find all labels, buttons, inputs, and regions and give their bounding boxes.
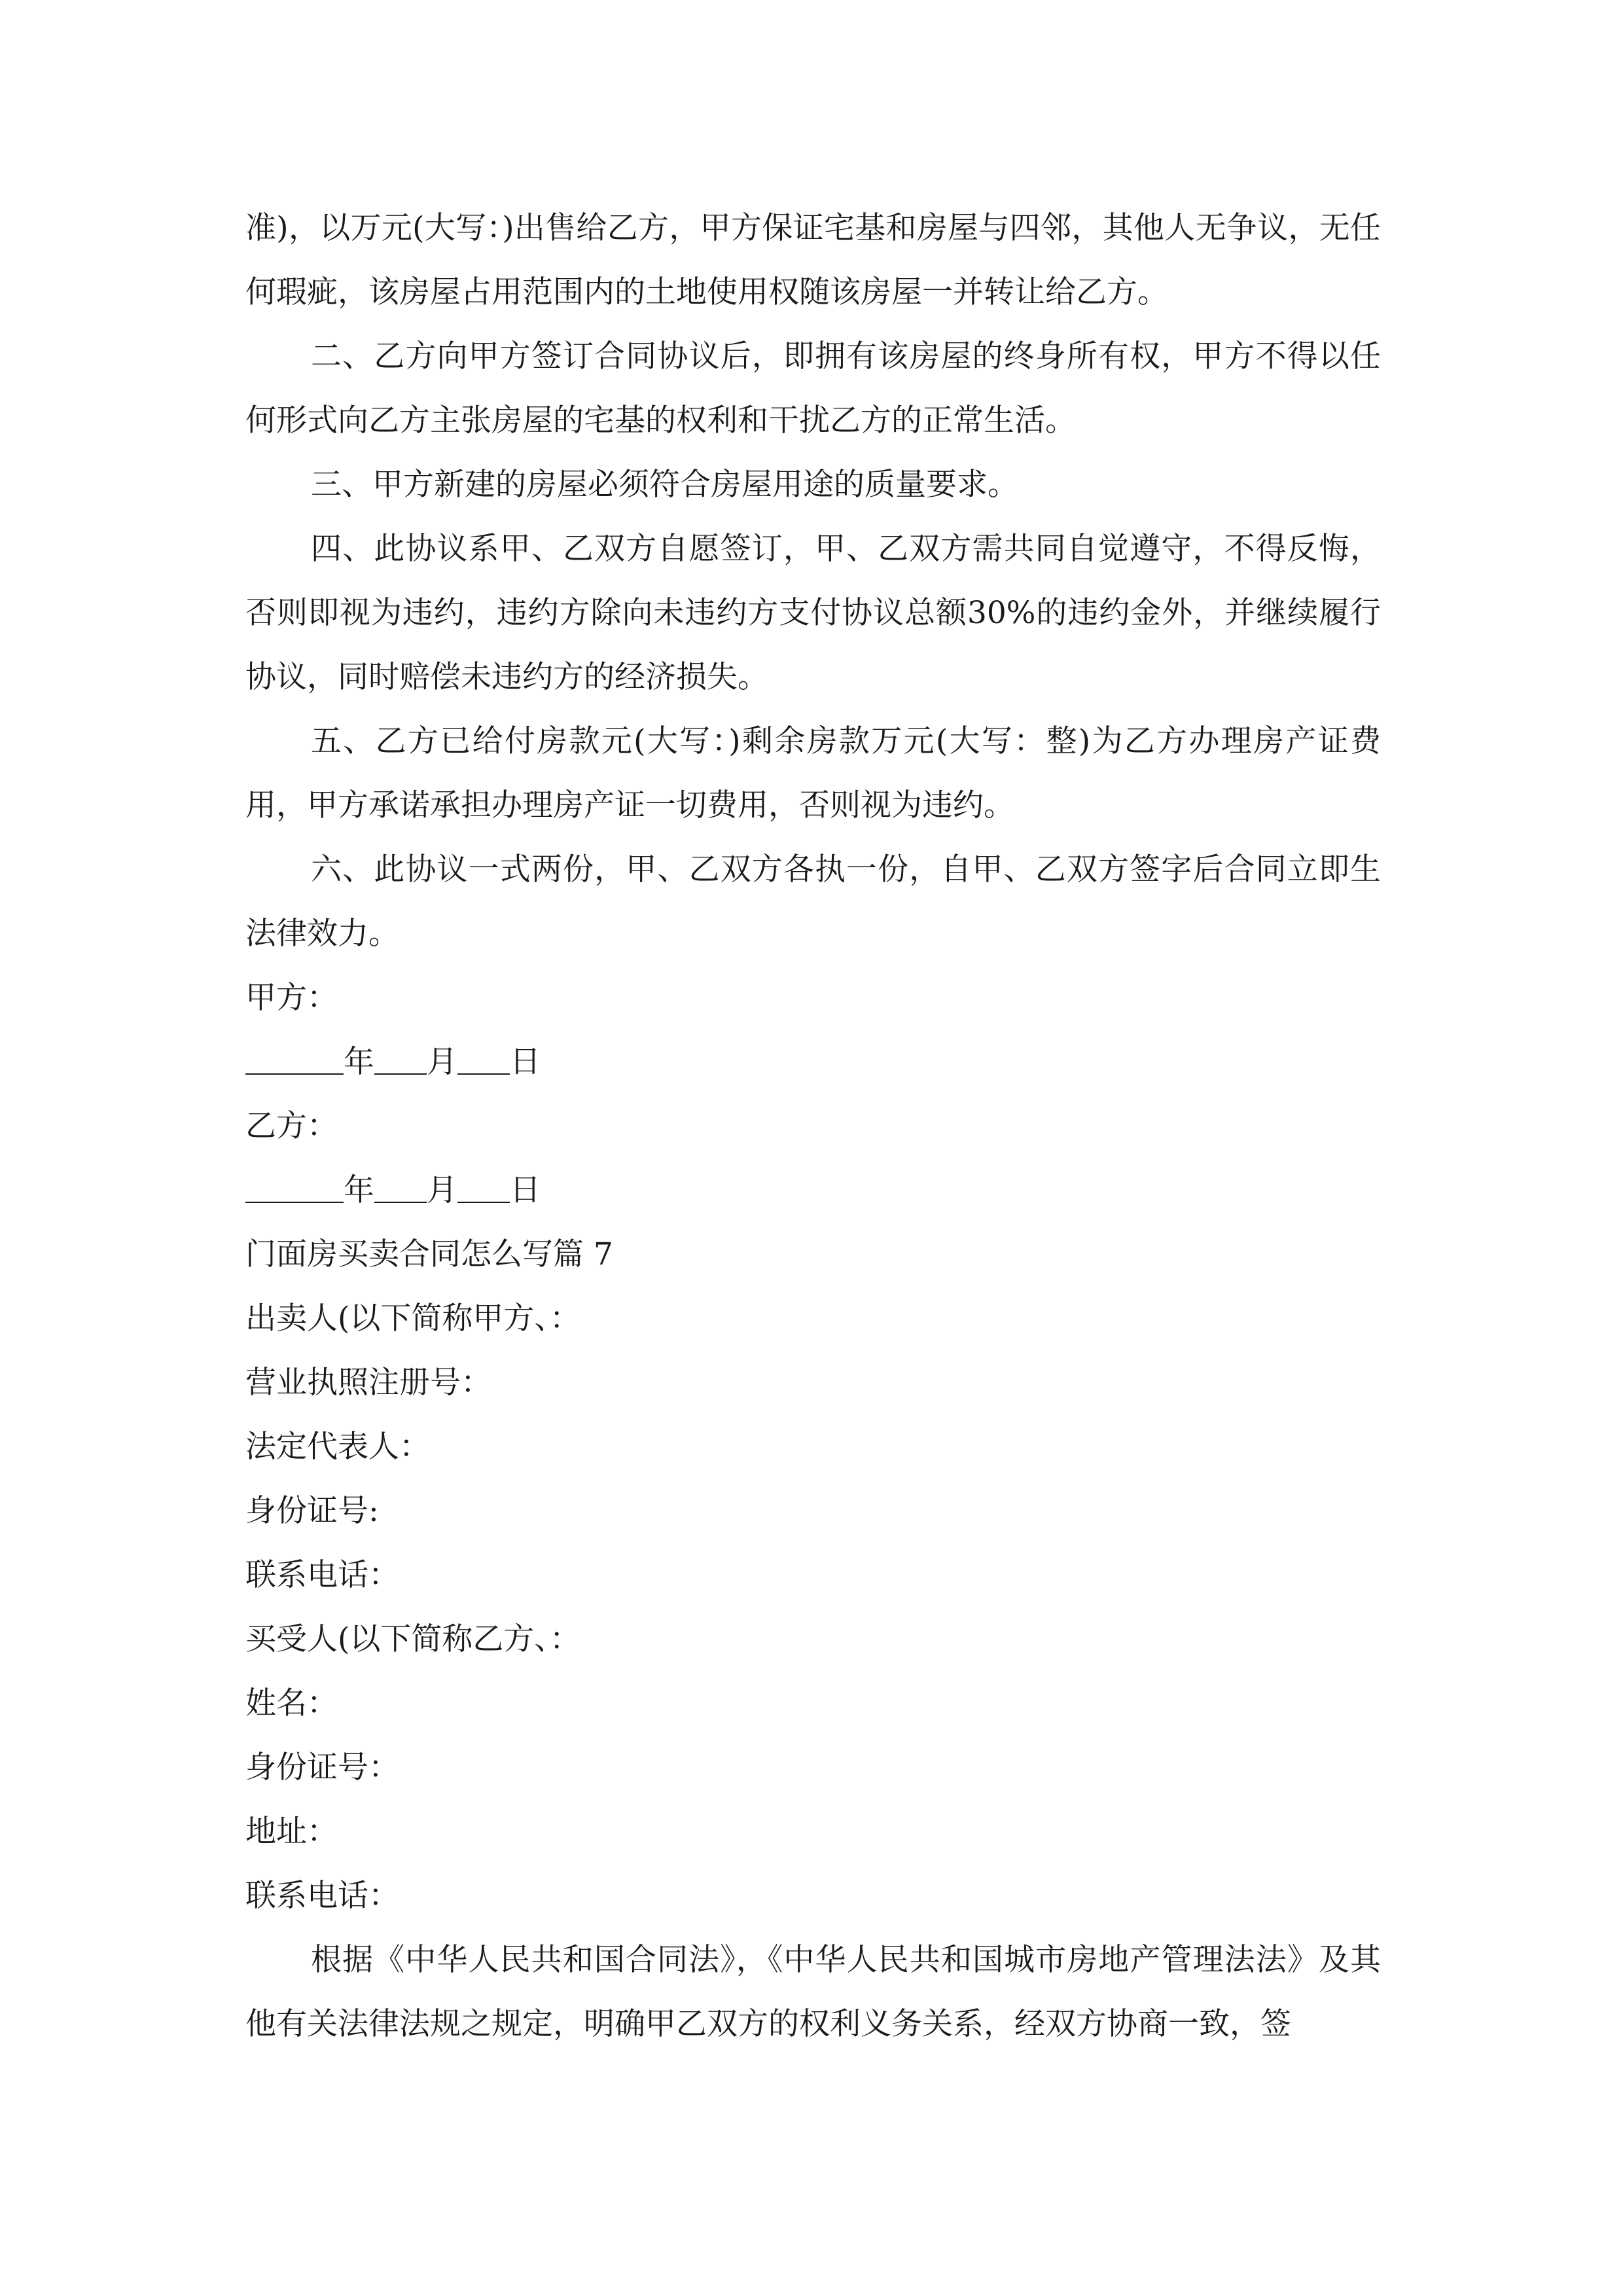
clause-4: 四、此协议系甲、乙双方自愿签订，甲、乙双方需共同自觉遵守，不得反悔，否则即视为违约，违约方除向未违约方支付协议总额30%的违约金外，并继续履行协议，同时赔偿未违约方的经济损失。: [245, 531, 1381, 695]
party-b-label: 乙方：: [245, 1108, 338, 1144]
party-a-label: 甲方：: [245, 980, 338, 1016]
seller-field: 联系电话：: [245, 1557, 399, 1593]
seller-field: 出卖人(以下简称甲方、：: [245, 1300, 580, 1336]
month-blank: [374, 1175, 427, 1203]
buyer-field: 姓名：: [245, 1685, 338, 1721]
seller-field: 身份证号:: [245, 1493, 379, 1529]
buyer-field: 身份证号：: [245, 1749, 399, 1785]
closing-paragraph: 根据《中华人民共和国合同法》，《中华人民共和国城市房地产管理法法》及其他有关法律法规之规定，明确甲乙双方的权利义务关系，经双方协商一致，签: [245, 1942, 1381, 2042]
section-title: 门面房买卖合同怎么写篇 7: [245, 1236, 613, 1272]
seller-field: 营业执照注册号：: [245, 1365, 491, 1401]
clause-6: 六、此协议一式两份，甲、乙双方各执一份，自甲、乙双方签字后合同立即生法律效力。: [245, 852, 1381, 952]
buyer-field: 买受人(以下简称乙方、：: [245, 1621, 580, 1657]
buyer-field: 联系电话：: [245, 1878, 399, 1914]
buyer-field: 地址：: [245, 1814, 338, 1850]
day-label: 日: [510, 1044, 541, 1080]
day-blank: [457, 1047, 510, 1075]
year-blank: [245, 1175, 344, 1203]
party-a-date-line: [245, 1030, 1381, 1094]
paragraph-continuation: 准)，以万元(大写：)出售给乙方，甲方保证宅基和房屋与四邻，其他人无争议，无任何瑕疵，该房屋占用范围内的土地使用权随该房屋一并转让给乙方。: [245, 210, 1381, 310]
year-label: 年: [344, 1172, 374, 1208]
month-label: 月: [427, 1044, 457, 1080]
day-blank: [457, 1175, 510, 1203]
month-blank: [374, 1047, 427, 1075]
document-body: [245, 196, 1381, 2056]
year-blank: [245, 1047, 344, 1075]
clause-2: 二、乙方向甲方签订合同协议后，即拥有该房屋的终身所有权，甲方不得以任何形式向乙方主张房屋的宅基的权利和干扰乙方的正常生活。: [245, 338, 1381, 439]
party-b-date-line: [245, 1158, 1381, 1223]
day-label: 日: [510, 1172, 541, 1208]
clause-5: 五、乙方已给付房款元(大写：)剩余房款万元(大写：整)为乙方办理房产证费用，甲方承诺承担办理房产证一切费用，否则视为违约。: [245, 723, 1381, 823]
clause-3: 三、甲方新建的房屋必须符合房屋用途的质量要求。: [311, 467, 1018, 503]
seller-field: 法定代表人：: [245, 1429, 430, 1465]
month-label: 月: [427, 1172, 457, 1208]
year-label: 年: [344, 1044, 374, 1080]
